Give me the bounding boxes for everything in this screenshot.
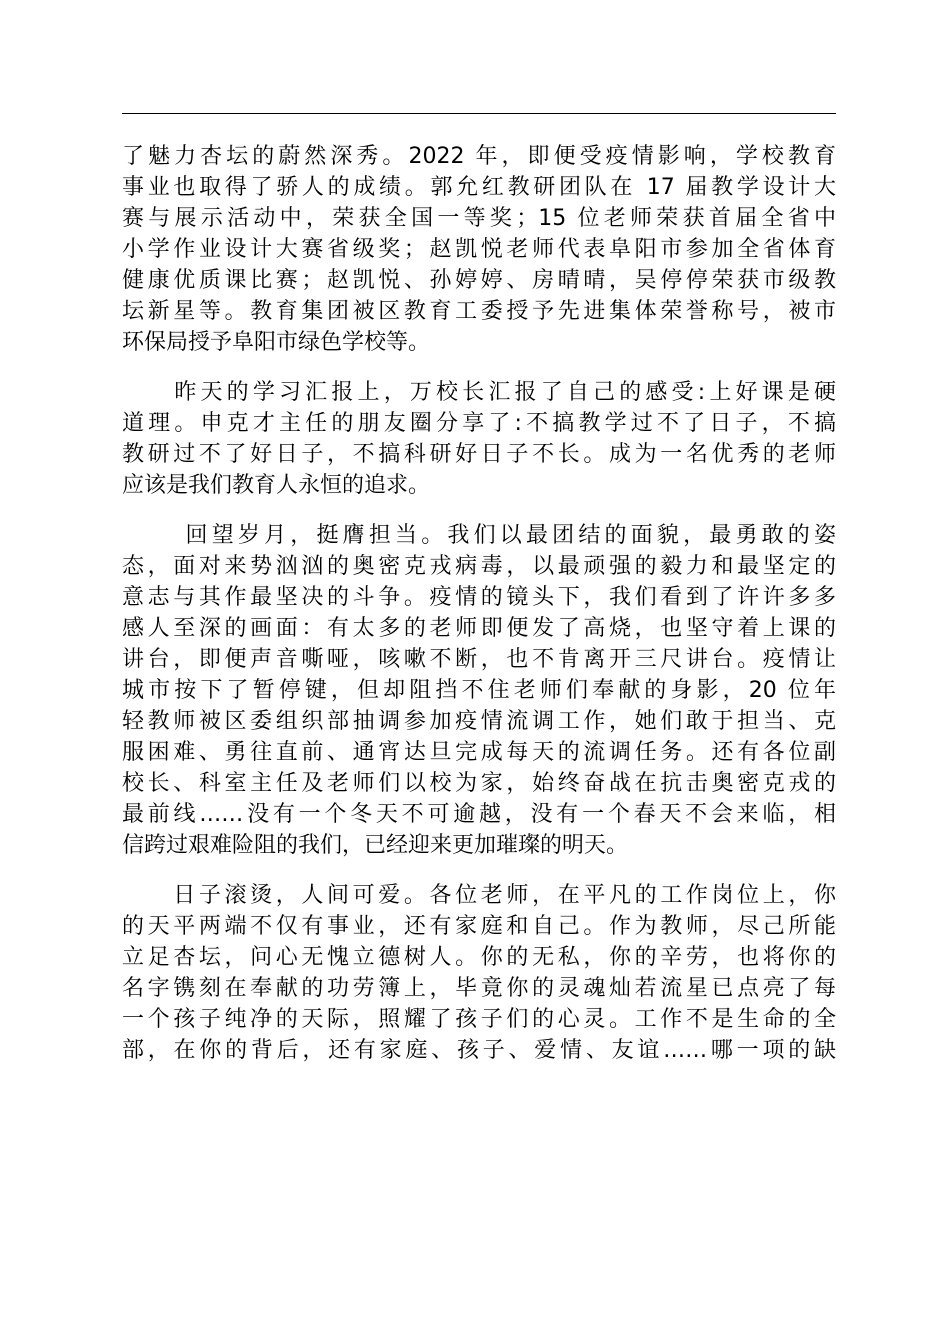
paragraph-3 [122, 520, 836, 861]
text-line: 了魅力杏坛的蔚然深秀。2022 年，即便受疫情影响，学校教育 [122, 144, 836, 169]
text-line: 部，在你的背后，还有家庭、孩子、爱情、友谊……哪一项的缺 [122, 1038, 836, 1063]
body-text [122, 141, 836, 1085]
text-line: 一个孩子纯净的天际，照耀了孩子们的心灵。工作不是生命的全 [122, 1007, 836, 1032]
paragraph-1 [122, 141, 836, 358]
text-line: 轻教师被区委组织部抽调参加疫情流调工作，她们敢于担当、克 [122, 709, 836, 734]
text-line: 的天平两端不仅有事业，还有家庭和自己。作为教师，尽己所能 [122, 914, 836, 939]
text-line: 事业也取得了骄人的成绩。郭允红教研团队在 17 届教学设计大 [122, 175, 836, 200]
text-line: 态，面对来势汹汹的奥密克戎病毒，以最顽强的毅力和最坚定的 [122, 554, 836, 579]
text-line: 环保局授予阜阳市绿色学校等。 [122, 330, 431, 355]
text-line: 教研过不了好日子，不搞科研好日子不长。成为一名优秀的老师 [122, 442, 836, 467]
text-line: 立足杏坛，问心无愧立德树人。你的无私，你的辛劳，也将你的 [122, 945, 836, 970]
text-line: 小学作业设计大赛省级奖；赵凯悦老师代表阜阳市参加全省体育 [122, 237, 836, 262]
text-line: 日子滚烫，人间可爱。各位老师，在平凡的工作岗位上，你 [122, 883, 836, 908]
text-line: 校长、科室主任及老师们以校为家，始终奋战在抗击奥密克戎的 [122, 771, 836, 796]
text-line: 感人至深的画面：有太多的老师即便发了高烧，也坚守着上课的 [122, 616, 836, 641]
text-line: 讲台，即便声音嘶哑，咳嗽不断，也不肯离开三尺讲台。疫情让 [122, 647, 836, 672]
text-line: 坛新星等。教育集团被区教育工委授予先进集体荣誉称号，被市 [122, 299, 836, 324]
text-line: 道理。申克才主任的朋友圈分享了:不搞教学过不了日子，不搞 [122, 411, 836, 436]
text-line: 城市按下了暂停键，但却阻挡不住老师们奉献的身影，20 位年 [122, 678, 836, 703]
paragraph-2 [122, 377, 836, 501]
text-line: 意志与其作最坚决的斗争。疫情的镜头下，我们看到了许许多多 [122, 585, 836, 610]
paragraph-4 [122, 880, 836, 1066]
text-line: 信跨过艰难险阻的我们，已经迎来更加璀璨的明天。 [122, 833, 629, 858]
text-line: 健康优质课比赛；赵凯悦、孙婷婷、房晴晴，吴停停荣获市级教 [122, 268, 836, 293]
text-line: 赛与展示活动中，荣获全国一等奖；15 位老师荣获首届全省中 [122, 206, 836, 231]
text-line: 昨天的学习汇报上，万校长汇报了自己的感受:上好课是硬 [122, 380, 836, 405]
text-line: 回望岁月，挺膺担当。我们以最团结的面貌，最勇敢的姿 [122, 523, 836, 548]
text-line: 最前线……没有一个冬天不可逾越，没有一个春天不会来临，相 [122, 802, 836, 827]
text-line: 服困难、勇往直前、通宵达旦完成每天的流调任务。还有各位副 [122, 740, 836, 765]
text-line: 应该是我们教育人永恒的追求。 [122, 473, 431, 498]
text-line: 名字镌刻在奉献的功劳簿上，毕竟你的灵魂灿若流星已点亮了每 [122, 976, 836, 1001]
header-rule [122, 113, 836, 114]
